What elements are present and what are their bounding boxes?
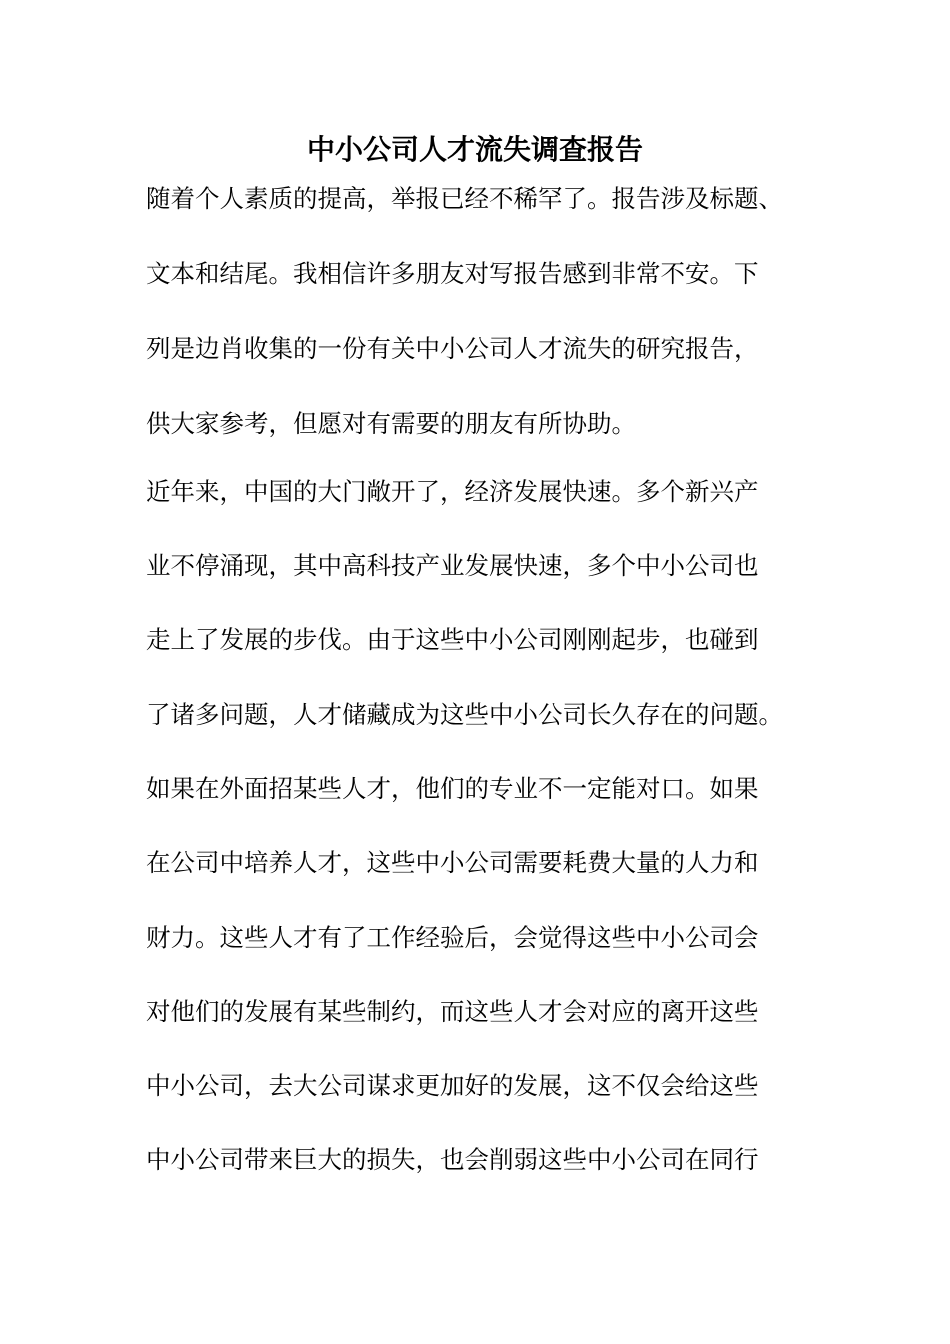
paragraph-1-line-2: 文本和结尾。我相信许多朋友对写报告感到非常不安。下	[146, 259, 759, 288]
paragraph-2-line-6: 在公司中培养人才，这些中小公司需要耗费大量的人力和	[146, 848, 759, 877]
paragraph-2-line-10: 中小公司带来巨大的损失，也会削弱这些中小公司在同行	[146, 1145, 759, 1174]
paragraph-1-line-4: 供大家参考，但愿对有需要的朋友有所协助。	[146, 409, 636, 438]
paragraph-1-line-1: 随着个人素质的提高，举报已经不稀罕了。报告涉及标题、	[146, 184, 783, 213]
paragraph-2-line-9: 中小公司，去大公司谋求更加好的发展，这不仅会给这些	[146, 1071, 759, 1100]
paragraph-2-line-8: 对他们的发展有某些制约，而这些人才会对应的离开这些	[146, 997, 759, 1026]
paragraph-2-line-7: 财力。这些人才有了工作经验后，会觉得这些中小公司会	[146, 923, 759, 952]
paragraph-1-line-3: 列是边肖收集的一份有关中小公司人才流失的研究报告，	[146, 334, 759, 363]
paragraph-2-line-4: 了诸多问题，人才储藏成为这些中小公司长久存在的问题。	[146, 700, 783, 729]
paragraph-2-line-5: 如果在外面招某些人才，他们的专业不一定能对口。如果	[146, 774, 759, 803]
paragraph-2-line-1: 近年来，中国的大门敞开了，经济发展快速。多个新兴产	[146, 477, 759, 506]
paragraph-2-line-2: 业不停涌现，其中高科技产业发展快速，多个中小公司也	[146, 551, 759, 580]
paragraph-2-line-3: 走上了发展的步伐。由于这些中小公司刚刚起步，也碰到	[146, 625, 759, 654]
document-title: 中小公司人才流失调查报告	[306, 133, 643, 166]
